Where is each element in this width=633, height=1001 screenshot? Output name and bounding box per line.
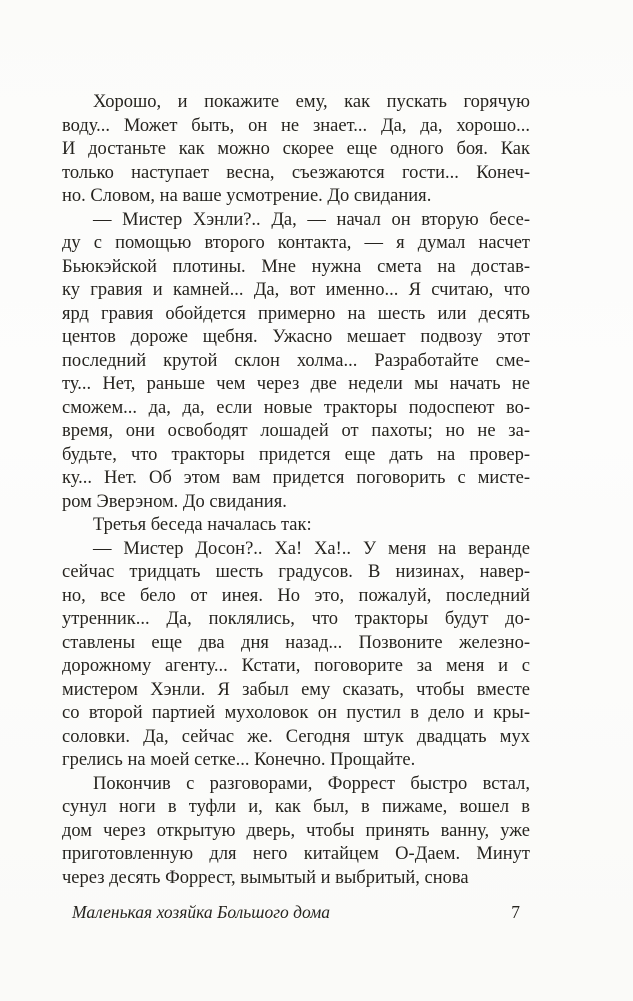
page-text-block bbox=[62, 91, 530, 890]
text-line: ярд гравия обойдется примерно на шесть или десять bbox=[62, 303, 530, 324]
footer-page-number: 7 bbox=[511, 902, 520, 922]
running-footer bbox=[62, 901, 530, 923]
text-line: ту... Нет, раньше чем через две недели мы начать не bbox=[62, 374, 530, 394]
text-line: соловки. Да, сейчас же. Сегодня штук двадцать мух bbox=[62, 726, 530, 747]
text-line: Бьюкэйской плотины. Мне нужна смета на достав- bbox=[62, 256, 530, 277]
text-line: ром Эверэном. До свидания. bbox=[62, 491, 287, 512]
text-line: но, все бело от инея. Но это, пожалуй, последний bbox=[62, 585, 530, 606]
text-line: ставлены еще два дня назад... Позвоните железно- bbox=[62, 632, 530, 653]
text-line: — Мистер Хэнли?.. Да, — начал он вторую бесе- bbox=[93, 209, 530, 230]
text-line: Третья беседа началась так: bbox=[93, 515, 312, 535]
text-line: сейчас тридцать шесть градусов. В низинах, навер- bbox=[62, 562, 530, 582]
text-line: сунул ноги в туфли и, как был, в пижаме, вошел в bbox=[62, 797, 530, 817]
text-line: И достаньте как можно скорее еще одного боя. Как bbox=[62, 139, 530, 159]
text-line: ку гравия и камней... Да, вот именно... Я считаю, что bbox=[62, 280, 530, 300]
text-line: дорожному агенту... Кстати, поговорите за меня и с bbox=[62, 656, 530, 676]
text-line: будьте, что тракторы придется еще дать на провер- bbox=[62, 444, 530, 465]
text-line: Покончив с разговорами, Форрест быстро встал, bbox=[93, 773, 530, 794]
text-line: мистером Хэнли. Я забыл ему сказать, чтобы вместе bbox=[62, 679, 530, 700]
text-line: но. Словом, на ваше усмотрение. До свидания. bbox=[62, 186, 432, 206]
text-line: Хорошо, и покажите ему, как пускать горячую bbox=[93, 92, 530, 112]
text-line: через десять Форрест, вымытый и выбритый, снова bbox=[62, 867, 469, 888]
text-line: утренник... Да, поклялись, что тракторы будут до- bbox=[62, 609, 530, 629]
text-line: дом через открытую дверь, чтобы принять ванну, уже bbox=[62, 820, 530, 841]
text-line: только наступает весна, съезжаются гости... Конеч- bbox=[62, 162, 530, 183]
text-line: ду с помощью второго контакта, — я думал насчет bbox=[62, 233, 530, 253]
text-line: грелись на моей сетке... Конечно. Прощайте. bbox=[62, 750, 416, 770]
text-line: сможем... да, да, если новые тракторы подоспеют во- bbox=[62, 397, 530, 418]
text-line: со второй партией мухоловок он пустил в дело и кры- bbox=[62, 703, 530, 723]
text-line: воду... Может быть, он не знает... Да, да, хорошо... bbox=[62, 115, 530, 136]
text-line: — Мистер Досон?.. Ха! Ха!.. У меня на веранде bbox=[93, 538, 530, 559]
text-line: ку... Нет. Об этом вам придется поговорить с мисте- bbox=[62, 468, 530, 488]
footer-book-title: Маленькая хозяйка Большого дома bbox=[72, 902, 331, 922]
text-line: центов дороже щебня. Ужасно мешает подвозу этот bbox=[62, 327, 530, 347]
text-line: время, они освободят лошадей от пахоты; но не за- bbox=[62, 421, 530, 441]
text-line: приготовленную для него китайцем О-Даем. Минут bbox=[62, 844, 530, 864]
text-line: последний крутой склон холма... Разработайте сме- bbox=[62, 350, 530, 371]
